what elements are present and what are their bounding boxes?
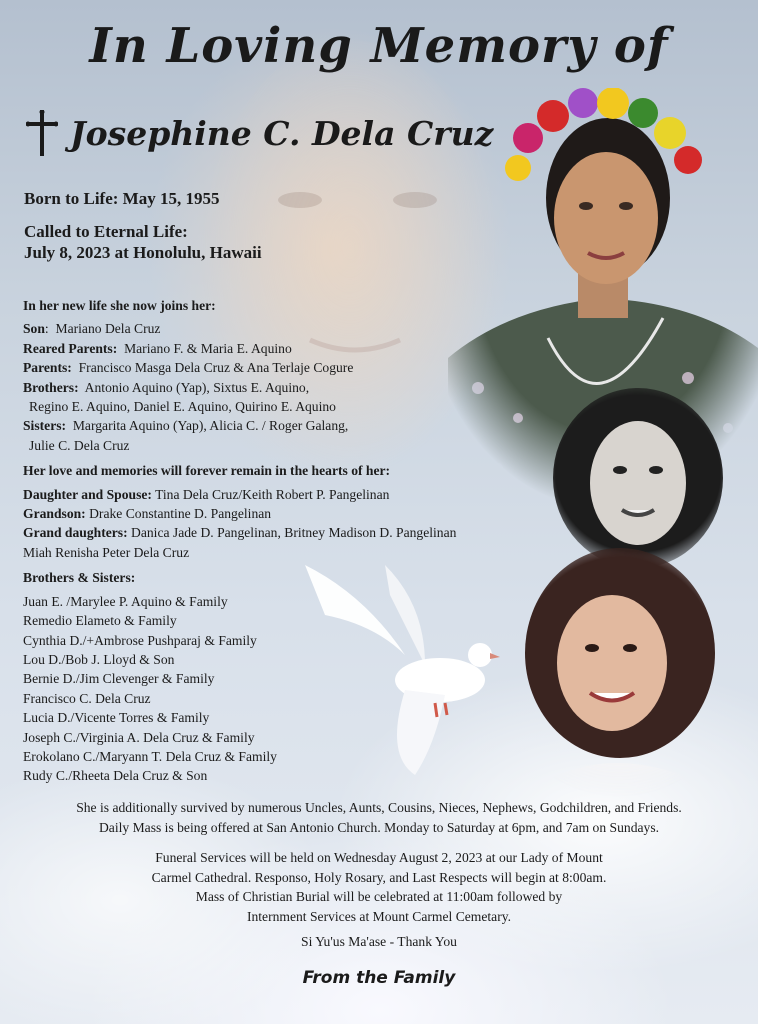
list-item: Remedio Elameto & Family: [23, 613, 177, 629]
cross-icon: [26, 110, 58, 156]
portrait-photo-young-color: [500, 548, 738, 798]
list-item: Brothers: Antonio Aquino (Yap), Sixtus E. Aquino,: [23, 379, 310, 395]
list-item: Miah Renisha Peter Dela Cruz: [23, 544, 190, 560]
list-item: Juan E. /Marylee P. Aquino & Family: [23, 593, 228, 609]
family-section: [23, 296, 523, 786]
list-item: Julie C. Dela Cruz: [29, 437, 130, 453]
list-item: Lucia D./Vicente Torres & Family: [23, 710, 210, 726]
called-date: July 8, 2023 at Honolulu, Hawaii: [24, 243, 262, 262]
memories-heading: Her love and memories will forever remain in the hearts of her:: [23, 463, 391, 479]
page-title: In Loving Memory of: [89, 18, 669, 74]
called-heading: Called to Eternal Life:: [24, 222, 188, 241]
joins-heading: In her new life she now joins her:: [23, 298, 216, 313]
list-item: Cynthia D./+Ambrose Pushparaj & Family: [23, 632, 257, 648]
list-item: Regino E. Aquino, Daniel E. Aquino, Quirino E. Aquino: [29, 399, 336, 415]
list-item: Son: Mariano Dela Cruz: [23, 321, 161, 337]
deceased-name: Josephine C. Dela Cruz: [70, 113, 494, 153]
list-item: Grandson: Drake Constantine D. Pangelinan: [23, 506, 272, 522]
name-row: [26, 110, 493, 156]
list-item: Erokolano C./Maryann T. Dela Cruz & Family: [23, 748, 277, 764]
siblings-heading: Brothers & Sisters:: [23, 570, 136, 586]
funeral-paragraph: Funeral Services will be held on Wednesday August 2, 2023 at our Lady of Mount Carmel Cathedral. Responso, Holy Rosary, and Last Respects will begin at 8:00am. Mass of Christian Burial will be celebrated at 11:00am followed by Internment Services at Mount Carmel Cemetary.: [151, 850, 607, 924]
list-item: Sisters: Margarita Aquino (Yap), Alicia C. / Roger Galang,: [23, 418, 349, 434]
list-item: Lou D./Bob J. Lloyd & Son: [23, 651, 175, 667]
born-date: Born to Life: May 15, 1955: [24, 189, 220, 208]
thank-you-line: Si Yu'us Ma'ase - Thank You: [301, 934, 457, 949]
list-item: Grand daughters: Danica Jade D. Pangelinan, Britney Madison D. Pangelinan: [23, 525, 457, 541]
list-item: Francisco C. Dela Cruz: [23, 690, 151, 706]
list-item: Rudy C./Rheeta Dela Cruz & Son: [23, 768, 208, 784]
list-item: Daughter and Spouse: Tina Dela Cruz/Keith Robert P. Pangelinan: [23, 486, 390, 502]
signoff: From the Family: [302, 968, 456, 988]
survived-paragraph: She is additionally survived by numerous Uncles, Aunts, Cousins, Nieces, Nephews, Godchildren, and Friends. Daily Mass is being offered at San Antonio Church. Monday to Saturday at 6pm, and 7am on Sundays.: [76, 800, 682, 835]
life-dates: [24, 188, 262, 263]
list-item: Bernie D./Jim Clevenger & Family: [23, 671, 215, 687]
list-item: Parents: Francisco Masga Dela Cruz & Ana Terlaje Cogure: [23, 360, 354, 376]
list-item: Reared Parents: Mariano F. & Maria E. Aquino: [23, 340, 292, 356]
list-item: Joseph C./Virginia A. Dela Cruz & Family: [23, 729, 255, 745]
